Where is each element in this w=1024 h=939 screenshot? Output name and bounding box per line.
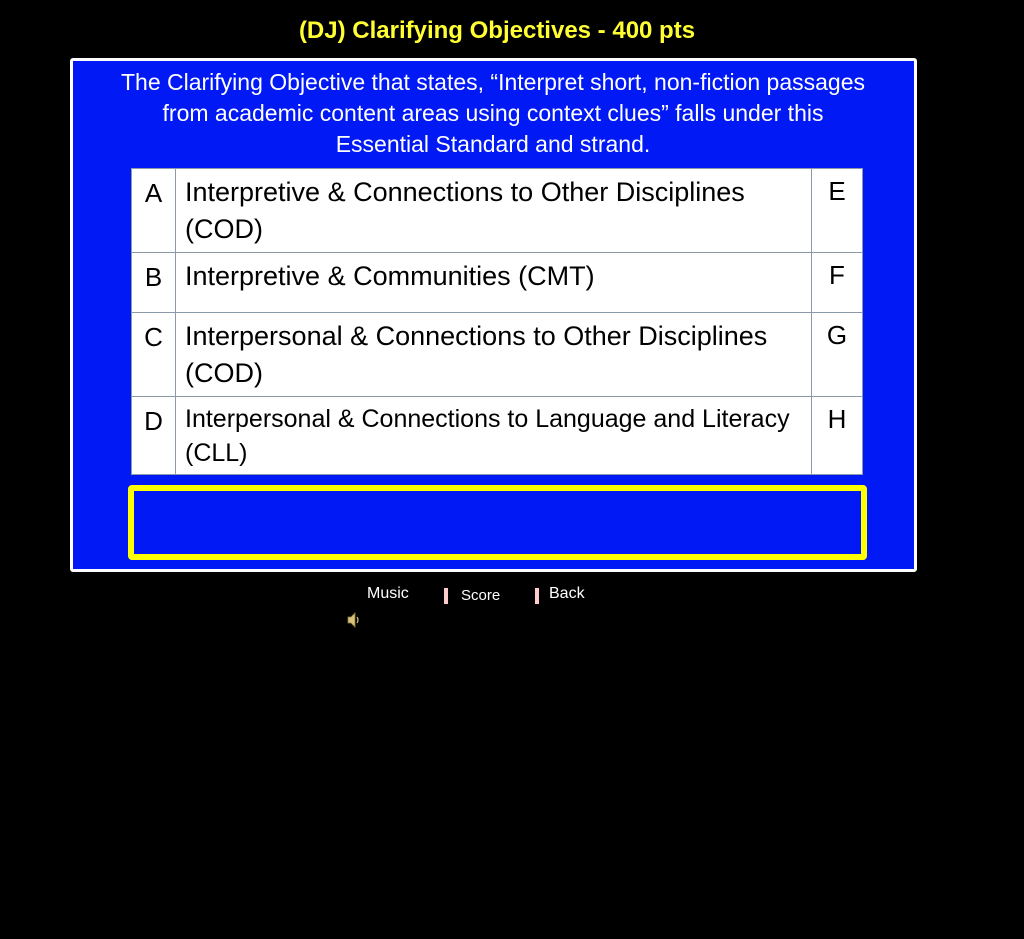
- option-a-letter[interactable]: A: [132, 169, 176, 253]
- option-c-letter[interactable]: C: [132, 313, 176, 397]
- table-row: [132, 313, 863, 397]
- option-a-text[interactable]: Interpretive & Connections to Other Disciplines (COD): [176, 169, 812, 253]
- score-link[interactable]: Score: [461, 587, 501, 604]
- option-d-letter[interactable]: D: [132, 397, 176, 475]
- nav-separator: [535, 588, 539, 604]
- table-row: [132, 169, 863, 253]
- option-b-text[interactable]: Interpretive & Communities (CMT): [176, 253, 812, 313]
- speaker-icon[interactable]: [347, 612, 361, 628]
- back-link[interactable]: Back: [549, 585, 585, 602]
- option-f-letter[interactable]: F: [812, 253, 863, 313]
- option-h-letter[interactable]: H: [812, 397, 863, 475]
- option-b-letter[interactable]: B: [132, 253, 176, 313]
- option-g-letter[interactable]: G: [812, 313, 863, 397]
- nav-separator: [444, 588, 448, 604]
- question-panel: [70, 58, 917, 572]
- table-row: [132, 397, 863, 475]
- music-link[interactable]: Music: [367, 585, 409, 602]
- option-d-text[interactable]: Interpersonal & Connections to Language and Literacy (CLL): [176, 397, 812, 475]
- table-row: [132, 253, 863, 313]
- option-c-text[interactable]: Interpersonal & Connections to Other Disciplines (COD): [176, 313, 812, 397]
- question-text: The Clarifying Objective that states, “Interpret short, non-fiction passages from academic content areas using context clues” falls under this Essential Standard and strand.: [120, 69, 866, 157]
- page-title: (DJ) Clarifying Objectives - 400 pts: [298, 17, 696, 44]
- answer-box[interactable]: [128, 485, 867, 560]
- options-table: [131, 168, 863, 475]
- option-e-letter[interactable]: E: [812, 169, 863, 253]
